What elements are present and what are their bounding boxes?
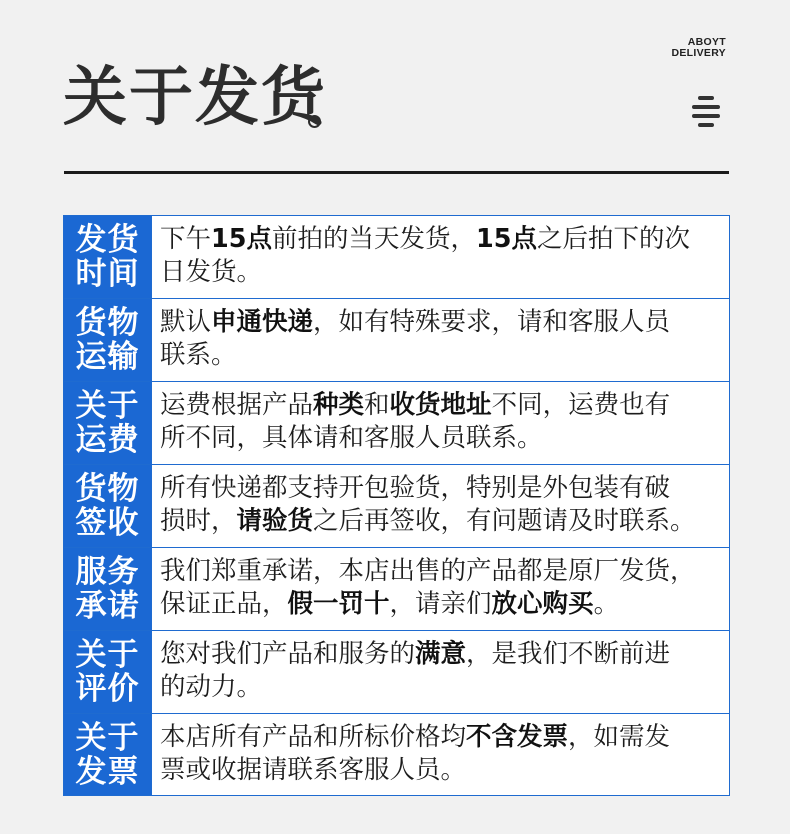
row-content-line (160, 588, 721, 621)
body-text: 所不同，具体请和客服人员联系。 (160, 423, 543, 453)
info-row (64, 382, 729, 465)
body-text: 我们郑重承诺，本店出售的产品都是原厂发货， (160, 556, 696, 586)
emphasis-text: 收货地址 (389, 390, 492, 420)
body-text: 联系。 (160, 340, 237, 370)
row-content (152, 465, 729, 547)
row-label-text: 承诺 (75, 588, 140, 624)
emphasis-text: 种类 (313, 390, 365, 420)
body-text: ，请亲们 (389, 589, 492, 619)
info-row (64, 299, 729, 382)
row-content-line (160, 754, 721, 787)
delivery-info-table (63, 215, 730, 796)
row-content-line (160, 671, 721, 704)
emphasis-text: 申通快递 (211, 307, 314, 337)
row-content-line (160, 422, 721, 455)
row-label-text: 货物 (75, 471, 140, 507)
row-label (64, 216, 152, 298)
row-content-line (160, 389, 721, 422)
brand-label (671, 37, 726, 59)
row-content (152, 714, 729, 795)
row-label-text: 签收 (75, 505, 140, 541)
row-label-text: 关于 (75, 719, 140, 756)
row-label-text: 货物 (75, 305, 140, 341)
row-label (64, 382, 152, 464)
row-label-text: 运输 (75, 339, 140, 375)
emphasis-text: 15点 (476, 224, 538, 254)
row-content-line (160, 339, 721, 372)
emphasis-text: 15点 (211, 224, 273, 254)
body-text: 。 (593, 589, 620, 619)
info-row (64, 631, 729, 714)
emphasis-text: 满意 (415, 639, 467, 669)
title-dot-decoration (308, 115, 321, 128)
emphasis-text: 假一罚十 (287, 589, 390, 619)
body-text: 运费根据产品 (160, 390, 314, 420)
info-row (64, 465, 729, 548)
body-text: 所有快递都支持开包验货，特别是外包装有破 (160, 473, 671, 503)
body-text: 下午 (160, 224, 212, 254)
brand-line-1: ABOYT (687, 36, 726, 48)
row-label (64, 548, 152, 630)
row-content (152, 548, 729, 630)
row-label-text: 时间 (75, 256, 140, 292)
header-divider (64, 171, 729, 174)
info-row (64, 548, 729, 631)
row-label-text: 服务 (75, 554, 140, 590)
row-content (152, 631, 729, 713)
body-text: ，如需发 (568, 722, 671, 752)
body-text: 之后拍下的次 (537, 224, 691, 254)
row-content-line (160, 638, 721, 671)
brand-line-2: DELIVERY (671, 47, 726, 59)
emphasis-text: 不含发票 (466, 722, 569, 752)
row-label (64, 299, 152, 381)
row-label-text: 发票 (75, 753, 140, 790)
row-content-line (160, 306, 721, 339)
row-content-line (160, 256, 721, 289)
body-text: 前拍的当天发货， (272, 224, 477, 254)
row-label (64, 631, 152, 713)
body-text: ，是我们不断前进 (466, 639, 671, 669)
row-content-line (160, 721, 721, 754)
row-content (152, 299, 729, 381)
emphasis-text: 请验货 (236, 506, 314, 536)
info-row (64, 714, 729, 795)
row-label-text: 运费 (75, 422, 140, 458)
body-text: 之后再签收，有问题请及时联系。 (313, 506, 696, 536)
body-text: ，如有特殊要求，请和客服人员 (313, 307, 671, 337)
row-content-line (160, 505, 721, 538)
body-text: 日发货。 (160, 257, 263, 287)
page-title: 关于发货 (63, 61, 327, 135)
body-text: 本店所有产品和所标价格均 (160, 722, 467, 752)
row-content-line (160, 472, 721, 505)
row-label (64, 714, 152, 795)
body-text: 您对我们产品和服务的 (160, 639, 416, 669)
emphasis-text: 放心购买 (491, 589, 594, 619)
row-label-text: 关于 (75, 388, 140, 424)
row-label-text: 发货 (75, 222, 140, 258)
info-row (64, 216, 729, 299)
row-label-text: 评价 (75, 671, 140, 707)
body-text: 票或收据请联系客服人员。 (160, 755, 467, 785)
body-text: 保证正品， (160, 589, 288, 619)
row-label (64, 465, 152, 547)
row-content-line (160, 223, 721, 256)
row-label-text: 关于 (75, 637, 140, 673)
menu-icon[interactable] (688, 96, 724, 130)
body-text: 损时， (160, 506, 237, 536)
body-text: 不同，运费也有 (491, 390, 671, 420)
row-content-line (160, 555, 721, 588)
body-text: 和 (364, 390, 390, 420)
body-text: 的动力。 (160, 672, 263, 702)
row-content (152, 216, 729, 298)
row-content (152, 382, 729, 464)
body-text: 默认 (160, 307, 212, 337)
